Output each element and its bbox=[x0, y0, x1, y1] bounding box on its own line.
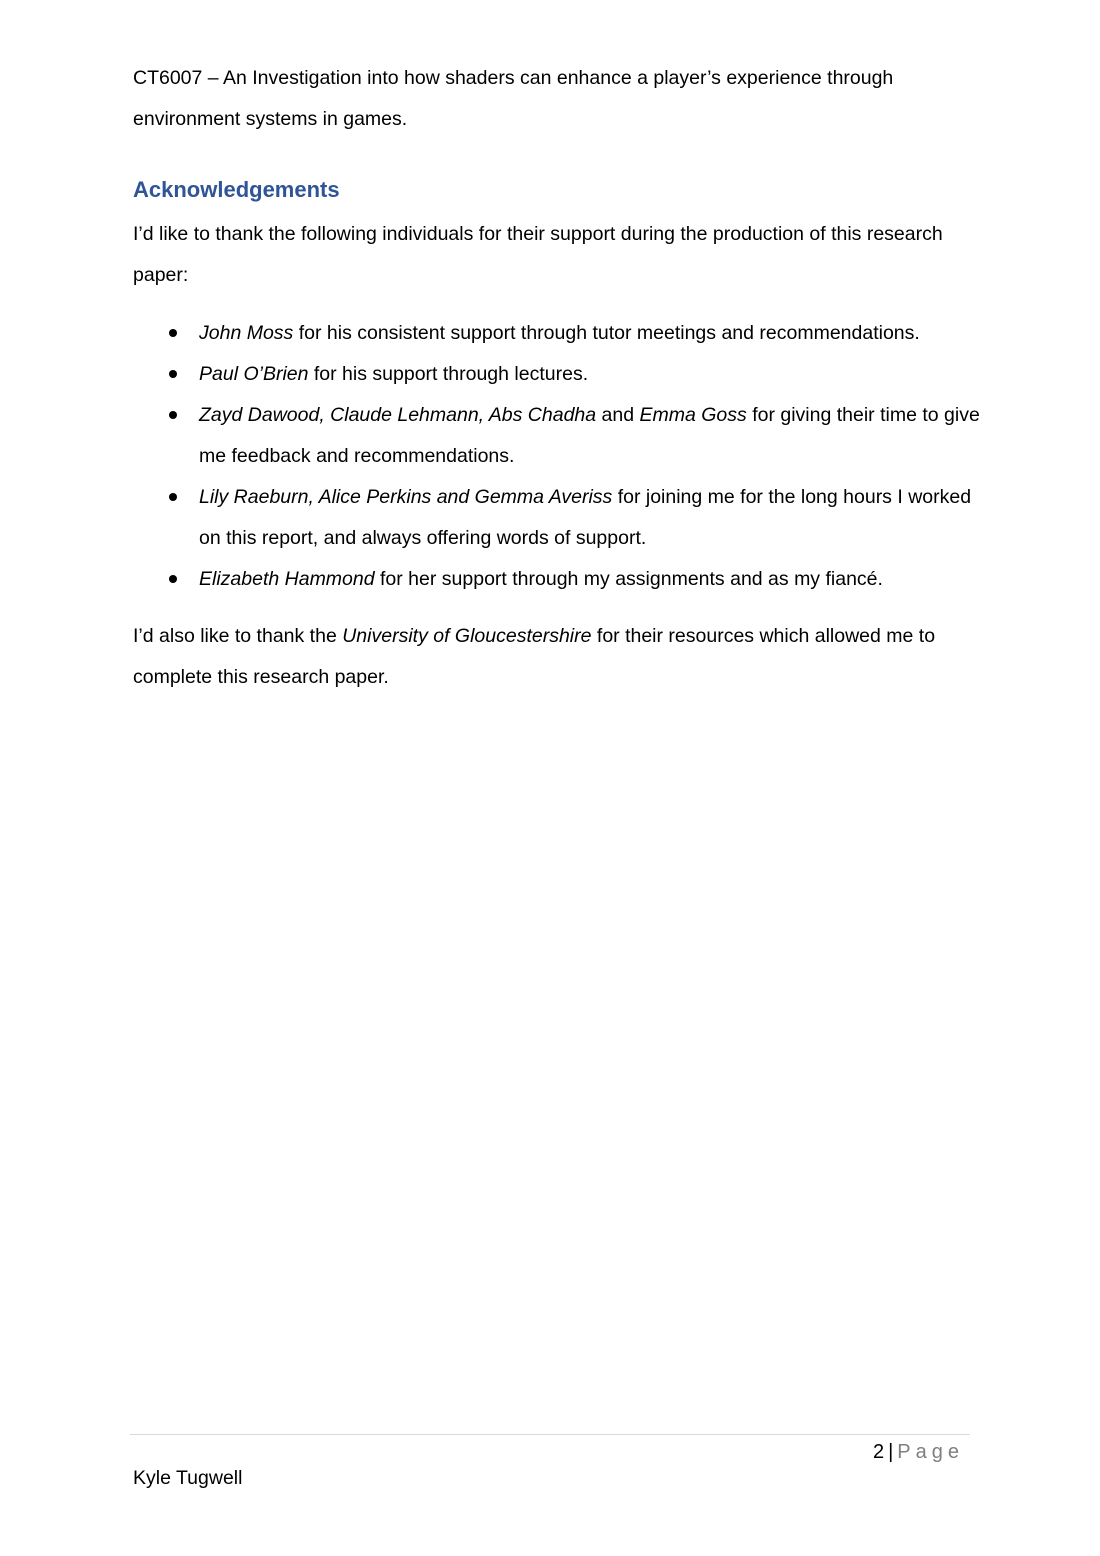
bullet-icon bbox=[169, 575, 177, 583]
item-text: for joining me for the long hours I worked on this report, and always offering words of support. bbox=[199, 486, 972, 549]
list-item bbox=[133, 354, 983, 395]
document-title: CT6007 – An Investigation into how shaders can enhance a player’s experience through environment systems in games. bbox=[133, 67, 894, 130]
item-text: for his support through lectures. bbox=[308, 363, 589, 385]
page-number-separator: | bbox=[888, 1441, 894, 1463]
acknowledgements-heading: Acknowledgements bbox=[133, 177, 340, 202]
bullet-icon bbox=[169, 411, 177, 419]
page-label: Page bbox=[897, 1441, 964, 1463]
bullet-icon bbox=[169, 493, 177, 501]
closing-paragraph bbox=[133, 616, 973, 698]
list-item bbox=[133, 395, 983, 477]
acknowledgements-intro: I’d like to thank the following individuals for their support during the production of this research paper: bbox=[133, 223, 943, 286]
names-joiner: and bbox=[596, 404, 640, 426]
item-text: for giving their time to give me feedback and recommendations. bbox=[199, 404, 980, 467]
footer-divider bbox=[130, 1434, 970, 1435]
item-text: for his consistent support through tutor meetings and recommendations. bbox=[293, 322, 920, 344]
person-names: John Moss bbox=[199, 322, 294, 344]
item-text: for her support through my assignments and as my fiancé. bbox=[374, 568, 883, 590]
closing-text-before: I’d also like to thank the bbox=[133, 625, 343, 647]
person-names: Paul O’Brien bbox=[199, 363, 309, 385]
person-names: Lily Raeburn, Alice Perkins and Gemma Averiss bbox=[199, 486, 613, 508]
acknowledgements-list bbox=[133, 313, 983, 600]
bullet-icon bbox=[169, 370, 177, 378]
closing-text-after: for their resources which allowed me to complete this research paper. bbox=[133, 625, 936, 688]
footer-author: Kyle Tugwell bbox=[133, 1467, 243, 1489]
list-item bbox=[133, 559, 983, 600]
university-name: University of Gloucestershire bbox=[342, 625, 592, 647]
list-item bbox=[133, 477, 983, 559]
bullet-icon bbox=[169, 329, 177, 337]
list-item bbox=[133, 313, 983, 354]
person-names: Elizabeth Hammond bbox=[199, 568, 375, 590]
person-names: Emma Goss bbox=[639, 404, 747, 426]
page-number bbox=[873, 1437, 964, 1467]
person-names: Zayd Dawood, Claude Lehmann, Abs Chadha bbox=[199, 404, 597, 426]
page-number-value: 2 bbox=[872, 1441, 885, 1463]
